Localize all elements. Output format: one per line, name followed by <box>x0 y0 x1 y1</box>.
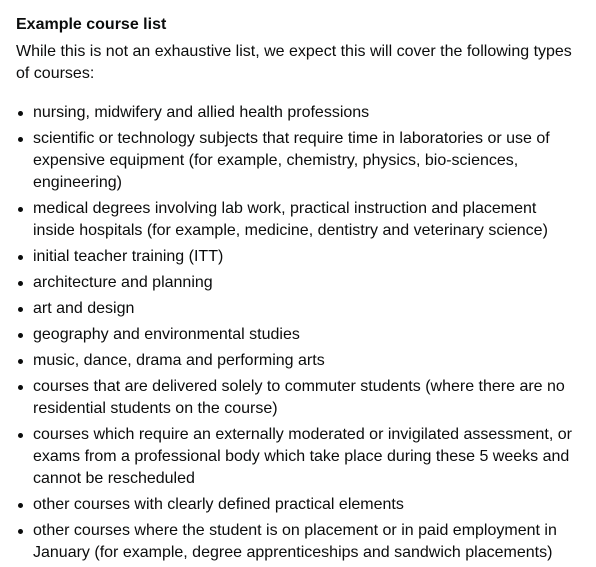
list-item-text: initial teacher training (ITT) <box>33 248 224 265</box>
list-item-text: nursing, midwifery and allied health professions <box>33 104 370 121</box>
bullet-icon <box>18 385 23 390</box>
list-item-text: other courses where the student is on placement or in paid employment in January (for example, degree apprenticeships and sandwich placements) <box>33 522 557 561</box>
bullet-icon <box>18 111 23 116</box>
bullet-icon <box>18 307 23 312</box>
list-item-text: scientific or technology subjects that require time in laboratories or use of expensive equipment (for example, chemistry, physics, bio-sciences, engineering) <box>33 130 550 191</box>
bullet-icon <box>18 503 23 508</box>
list-item <box>16 128 582 194</box>
list-item <box>16 376 582 420</box>
bullet-icon <box>18 333 23 338</box>
list-item <box>16 298 582 320</box>
section-heading: Example course list <box>16 16 167 33</box>
bullet-icon <box>18 137 23 142</box>
list-item-text: other courses with clearly defined practical elements <box>33 496 404 513</box>
list-item <box>16 350 582 372</box>
bullet-icon <box>18 359 23 364</box>
list-item <box>16 424 582 490</box>
bullet-icon <box>18 281 23 286</box>
list-item-text: geography and environmental studies <box>33 326 300 343</box>
intro-paragraph: While this is not an exhaustive list, we expect this will cover the following types of courses: <box>16 43 572 82</box>
list-item <box>16 324 582 346</box>
list-item-text: art and design <box>33 300 135 317</box>
list-item <box>16 494 582 516</box>
list-item <box>16 520 582 564</box>
list-item <box>16 272 582 294</box>
list-item-text: courses that are delivered solely to commuter students (where there are no residential students on the course) <box>33 378 565 417</box>
bullet-icon <box>18 255 23 260</box>
list-item <box>16 246 582 268</box>
bullet-icon <box>18 529 23 534</box>
list-item-text: music, dance, drama and performing arts <box>33 352 325 369</box>
course-list <box>16 102 582 564</box>
bullet-icon <box>18 207 23 212</box>
list-item-text: architecture and planning <box>33 274 213 291</box>
list-item-text: medical degrees involving lab work, practical instruction and placement inside hospitals (for example, medicine, dentistry and veterinary science) <box>33 200 548 239</box>
bullet-icon <box>18 433 23 438</box>
list-item-text: courses which require an externally moderated or invigilated assessment, or exams from a professional body which take place during these 5 weeks and cannot be rescheduled <box>33 426 572 487</box>
list-item <box>16 102 582 124</box>
list-item <box>16 198 582 242</box>
